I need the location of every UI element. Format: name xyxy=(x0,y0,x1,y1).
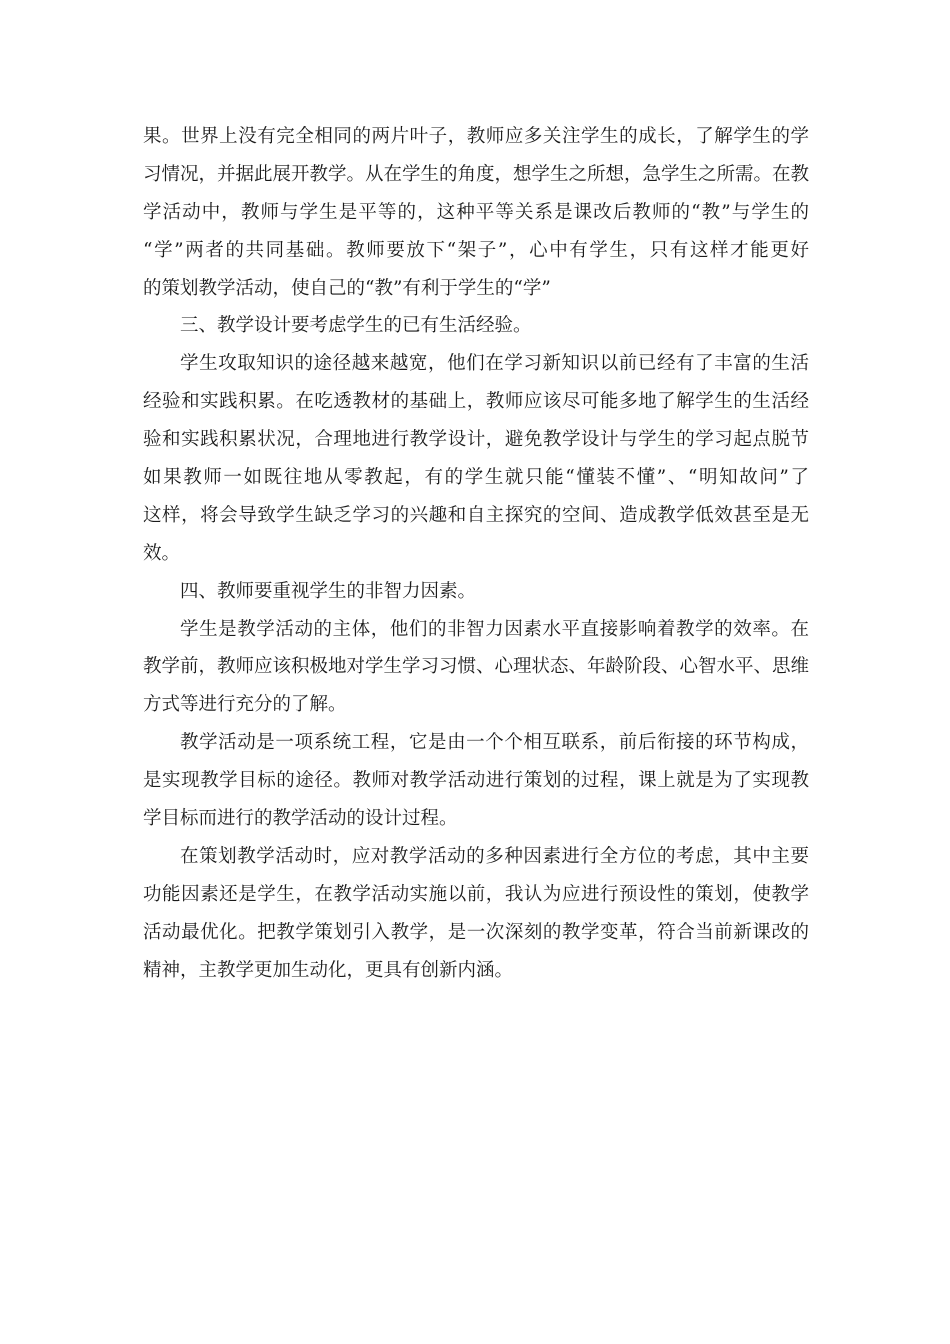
text-line: 功能因素还是学生，在教学活动实施以前，我认为应进行预设性的策划，使教学 xyxy=(143,883,809,905)
text-line: 效。 xyxy=(143,542,181,564)
heading-line: 三、教学设计要考虑学生的已有生活经验。 xyxy=(180,315,532,337)
document-body xyxy=(143,118,809,989)
text-line: 习情况，并据此展开教学。从在学生的角度，想学生之所想，急学生之所需。在教 xyxy=(143,163,810,185)
text-line: 教学活动是一项系统工程，它是由一个个相互联系，前后衔接的环节构成， xyxy=(180,732,809,754)
paragraph xyxy=(143,838,809,990)
section-heading xyxy=(143,573,809,611)
section-heading xyxy=(143,307,809,345)
paragraph xyxy=(143,118,809,307)
text-line: 教学前，教师应该积极地对学生学习习惯、心理状态、年龄阶段、心智水平、思维 xyxy=(143,656,810,678)
paragraph xyxy=(143,611,809,725)
text-line: 活动最优化。把教学策划引入教学，是一次深刻的教学变革，符合当前新课改的 xyxy=(143,921,809,943)
text-line: 验和实践积累状况，合理地进行教学设计，避免教学设计与学生的学习起点脱节 xyxy=(143,429,809,451)
paragraph xyxy=(143,345,809,572)
paragraph xyxy=(143,724,809,838)
text-line: 学生攻取知识的途径越来越宽，他们在学习新知识以前已经有了丰富的生活 xyxy=(180,353,809,375)
text-line: 的策划教学活动，使自己的“教”有利于学生的“学” xyxy=(143,277,551,299)
text-line: 精神，主教学更加生动化，更具有创新内涵。 xyxy=(143,959,514,981)
text-line: 在策划教学活动时，应对教学活动的多种因素进行全方位的考虑，其中主要 xyxy=(180,845,809,867)
text-line: 学生是教学活动的主体，他们的非智力因素水平直接影响着教学的效率。在 xyxy=(180,618,809,640)
text-line: 是实现教学目标的途径。教师对教学活动进行策划的过程，课上就是为了实现教 xyxy=(143,770,809,792)
text-line: “学”两者的共同基础。教师要放下“架子”，心中有学生，只有这样才能更好 xyxy=(143,239,809,261)
text-line: 这样，将会导致学生缺乏学习的兴趣和自主探究的空间、造成教学低效甚至是无 xyxy=(143,504,809,526)
text-line: 如果教师一如既往地从零教起，有的学生就只能“懂装不懂”、“明知故问”了 xyxy=(143,467,809,489)
text-line: 学目标而进行的教学活动的设计过程。 xyxy=(143,808,458,830)
text-line: 学活动中，教师与学生是平等的，这种平等关系是课改后教师的“教”与学生的 xyxy=(143,201,809,223)
text-line: 方式等进行充分的了解。 xyxy=(143,694,347,716)
text-line: 经验和实践积累。在吃透教材的基础上，教师应该尽可能多地了解学生的生活经 xyxy=(143,391,809,413)
text-line: 果。世界上没有完全相同的两片叶子，教师应多关注学生的成长，了解学生的学 xyxy=(143,126,809,147)
heading-line: 四、教师要重视学生的非智力因素。 xyxy=(180,580,477,602)
